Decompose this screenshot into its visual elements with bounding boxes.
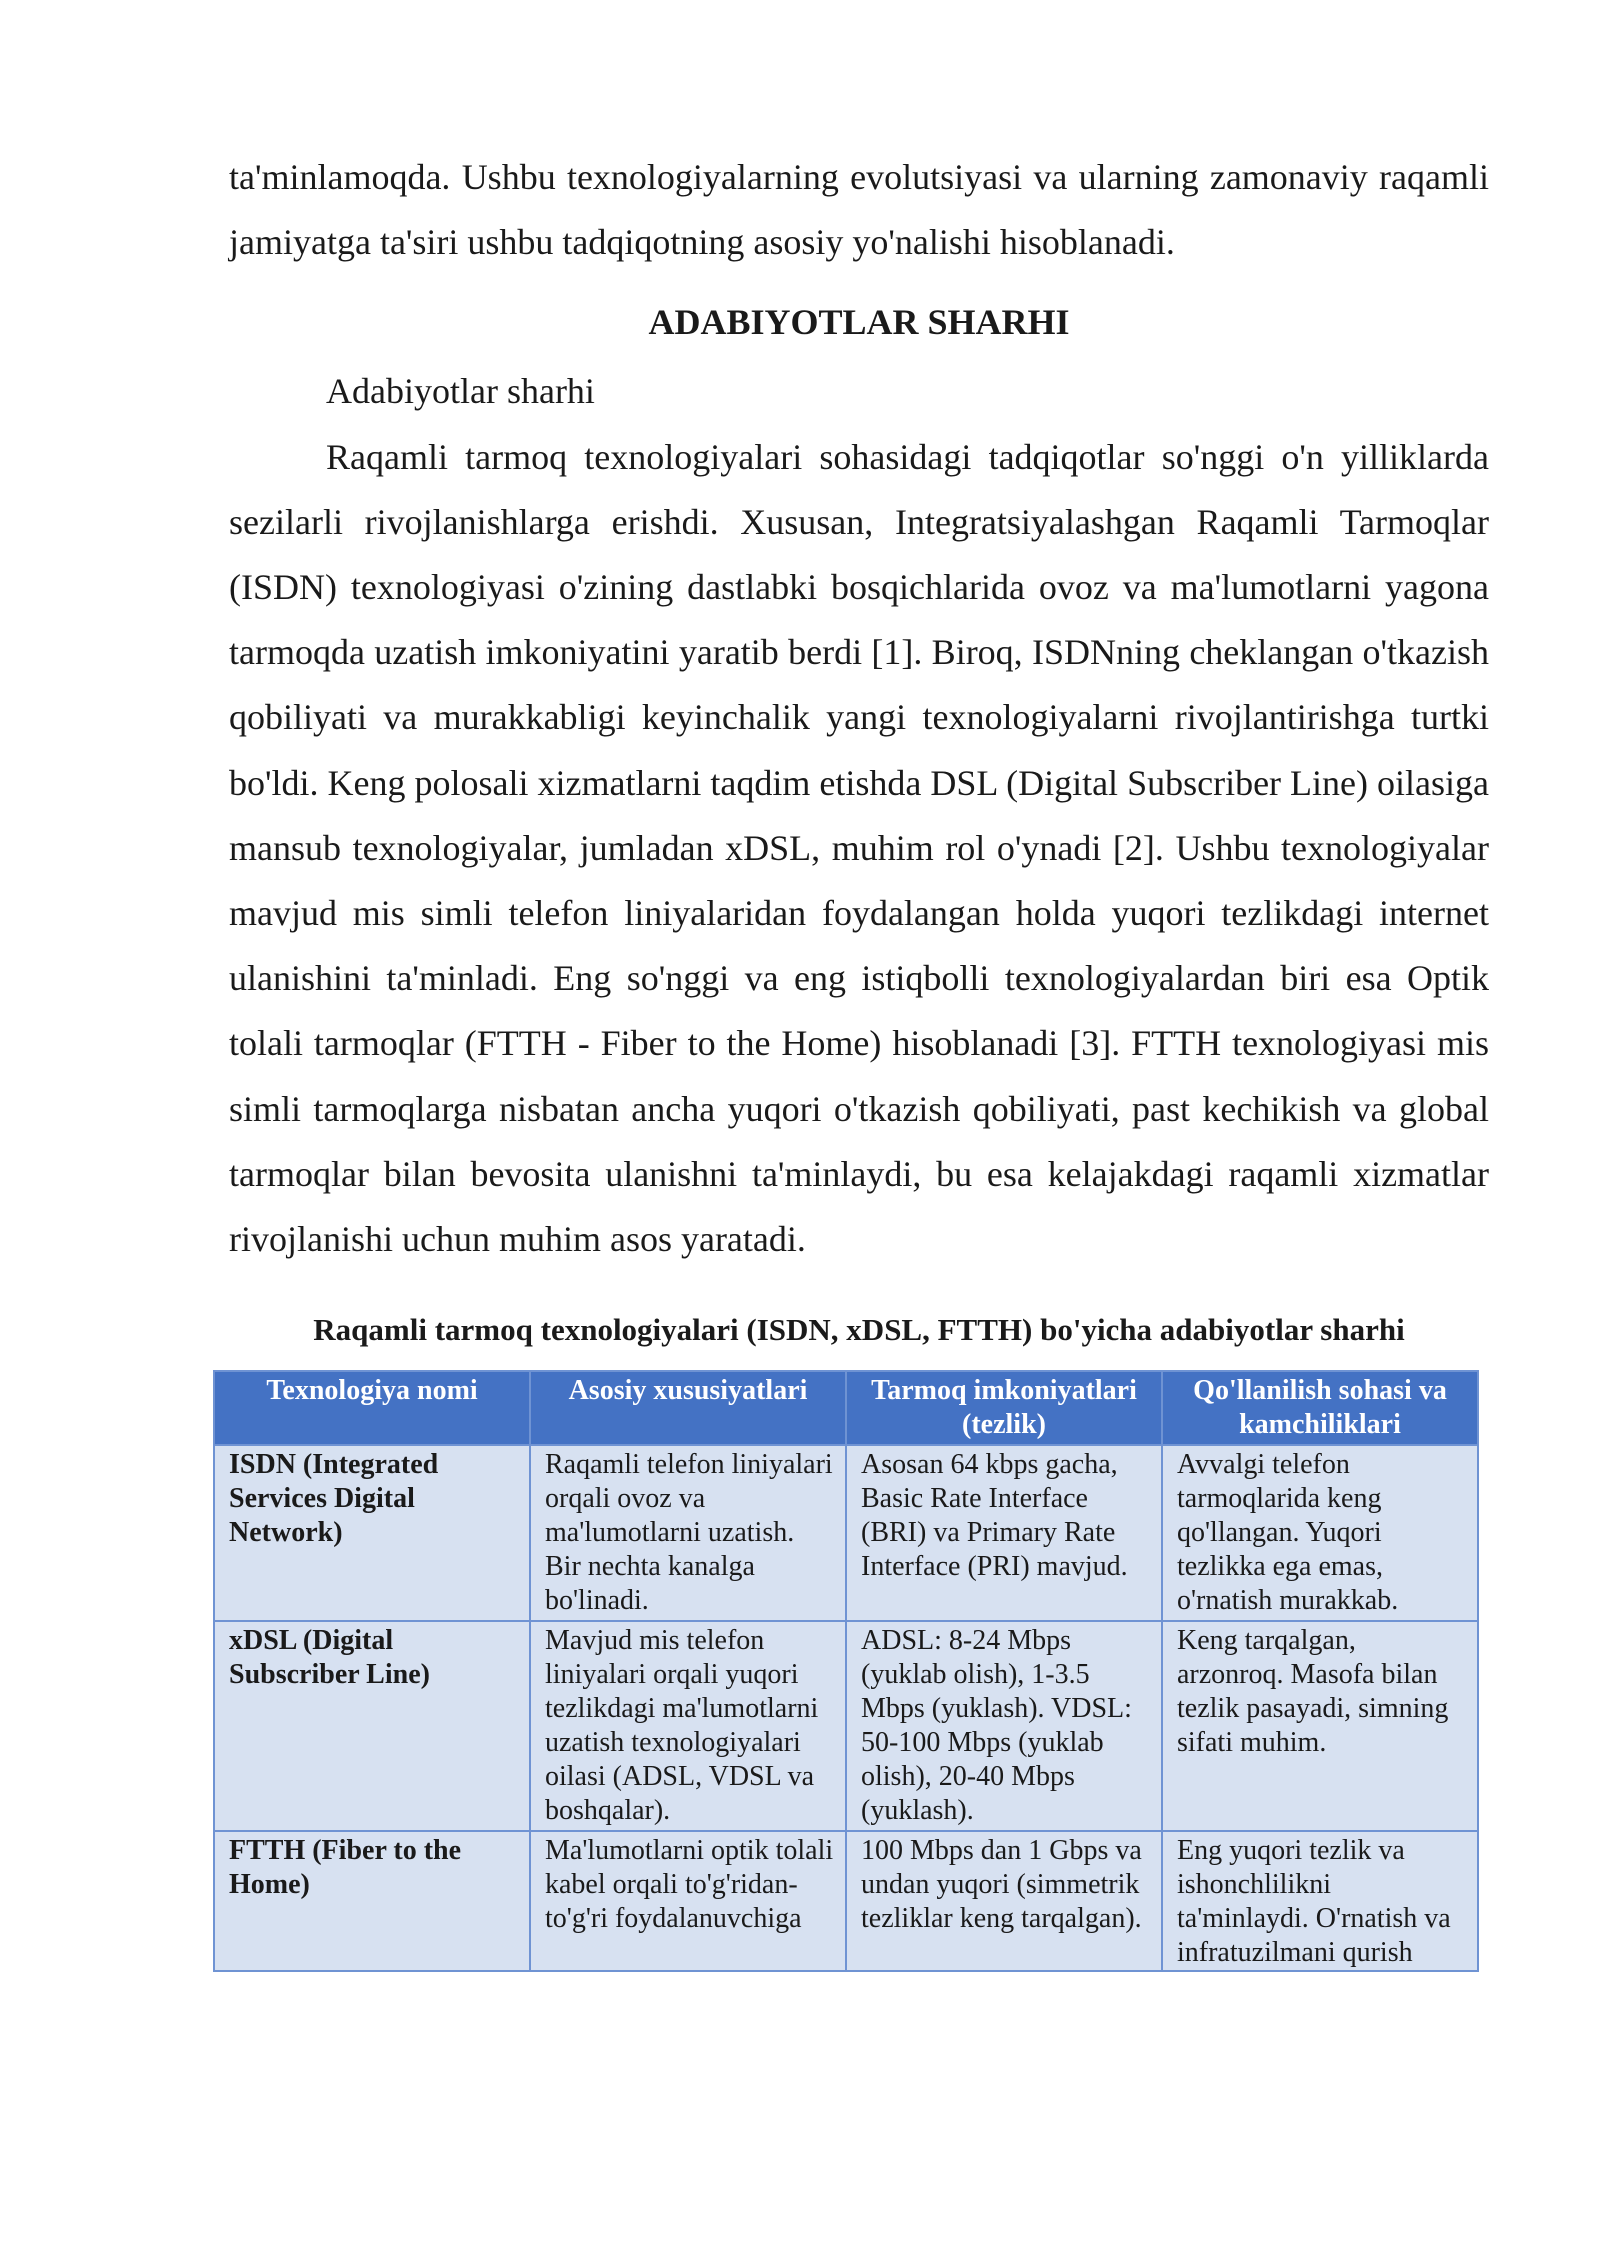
cell-text: Eng yuqori tezlik va ishonchlilikni ta'minlaydi. O'rnatish va infratuzilmani qurish [1177,1835,1451,1969]
table-cell-usage [1162,1831,1478,1971]
table-cell-technology: ISDN (Integrated Services Digital Network) [214,1445,530,1621]
table-cell-technology: xDSL (Digital Subscriber Line) [214,1621,530,1831]
table-cell-speed [846,1831,1162,1971]
paragraph-intro-end: ta'minlamoqda. Ushbu texnologiyalarning evolutsiyasi va ularning zamonaviy raqamli jamiyatga ta'siri ushbu tadqiqotning asosiy yo'nalishi hisoblanadi. [229,157,1489,263]
table-caption: Raqamli tarmoq texnologiyalari (ISDN, xDSL, FTTH) bo'yicha adabiyotlar sharhi [313,1312,1405,1348]
table-cell-usage: Keng tarqalgan, arzonroq. Masofa bilan tezlik pasayadi, simning sifati muhim. [1162,1621,1478,1831]
table-header-row [214,1371,1478,1445]
paragraph-literature-review: Raqamli tarmoq texnologiyalari sohasidagi tadqiqotlar so'nggi o'n yilliklarda sezilarli rivojlanishlarga erishdi. Xususan, Integratsiyalashgan Raqamli Tarmoqlar (ISDN) texnologiyasi o'zining dastlabki bosqichlarida ovoz va ma'lumotlarni yagona tarmoqda uzatish imkoniyatini yaratib berdi [1]. Biroq, ISDNning cheklangan o'tkazish qobiliyati va murakkabligi keyinchalik yangi texnologiyalarni rivojlantirishga turtki bo'ldi. Keng polosali xizmatlarni taqdim etishda DSL (Digital Subscriber Line) oilasiga mansub texnologiyalar, jumladan xDSL, muhim rol o'ynadi [2]. Ushbu texnologiyalar mavjud mis simli telefon liniyalaridan foydalangan holda yuqori tezlikdagi internet ulanishini ta'minladi. Eng so'nggi va eng istiqbolli texnologiyalardan biri esa Optik tolali tarmoqlar (FTTH - Fiber to the Home) hisoblanadi [3]. FTTH texnologiyasi mis simli tarmoqlarga nisbatan ancha yuqori o'tkazish qobiliyati, past kechikish va global tarmoqlar bilan bevosita ulanishni ta'minlaydi, bu esa kelajakdagi raqamli xizmatlar rivojlanishi uchun muhim asos yaratadi. [229,436,1489,1260]
table-cell-speed: Asosan 64 kbps gacha, Basic Rate Interface (BRI) va Primary Rate Interface (PRI) mavjud. [846,1445,1162,1621]
table-cell-technology [214,1831,530,1971]
section-heading: ADABIYOTLAR SHARHI [648,302,1070,343]
table-cell-features [530,1831,846,1971]
cell-text: FTTH (Fiber to the Home) [229,1835,462,1901]
table-cell-features: Raqamli telefon liniyalari orqali ovoz va ma'lumotlarni uzatish. Bir nechta kanalga bo'linadi. [530,1445,846,1621]
table-row [214,1831,1478,1971]
table-row [214,1445,1478,1621]
literature-table [213,1370,1479,1972]
table-cell-speed: ADSL: 8-24 Mbps (yuklab olish), 1-3.5 Mbps (yuklash). VDSL: 50-100 Mbps (yuklab olish), 20-40 Mbps (yuklash). [846,1621,1162,1831]
page-content [229,145,1489,1972]
column-header-speed: Tarmoq imkoniyatlari (tezlik) [846,1371,1162,1445]
column-header-usage: Qo'llanilish sohasi va kamchiliklari [1162,1371,1478,1445]
table-cell-features: Mavjud mis telefon liniyalari orqali yuqori tezlikdagi ma'lumotlarni uzatish texnologiyalari oilasi (ADSL, VDSL va boshqalar). [530,1621,846,1831]
subheading-text: Adabiyotlar sharhi [326,371,595,412]
table-row [214,1621,1478,1831]
column-header-features: Asosiy xususiyatlari [530,1371,846,1445]
cell-text: 100 Mbps dan 1 Gbps va undan yuqori (simmetrik tezliklar keng tarqalgan). [861,1835,1142,1935]
table-cell-usage: Avvalgi telefon tarmoqlarida keng qo'llangan. Yuqori tezlikka ega emas, o'rnatish murakkab. [1162,1445,1478,1621]
cell-text: Ma'lumotlarni optik tolali kabel orqali to'g'ridan-to'g'ri foydalanuvchiga [545,1835,834,1935]
column-header-technology: Texnologiya nomi [214,1371,530,1445]
